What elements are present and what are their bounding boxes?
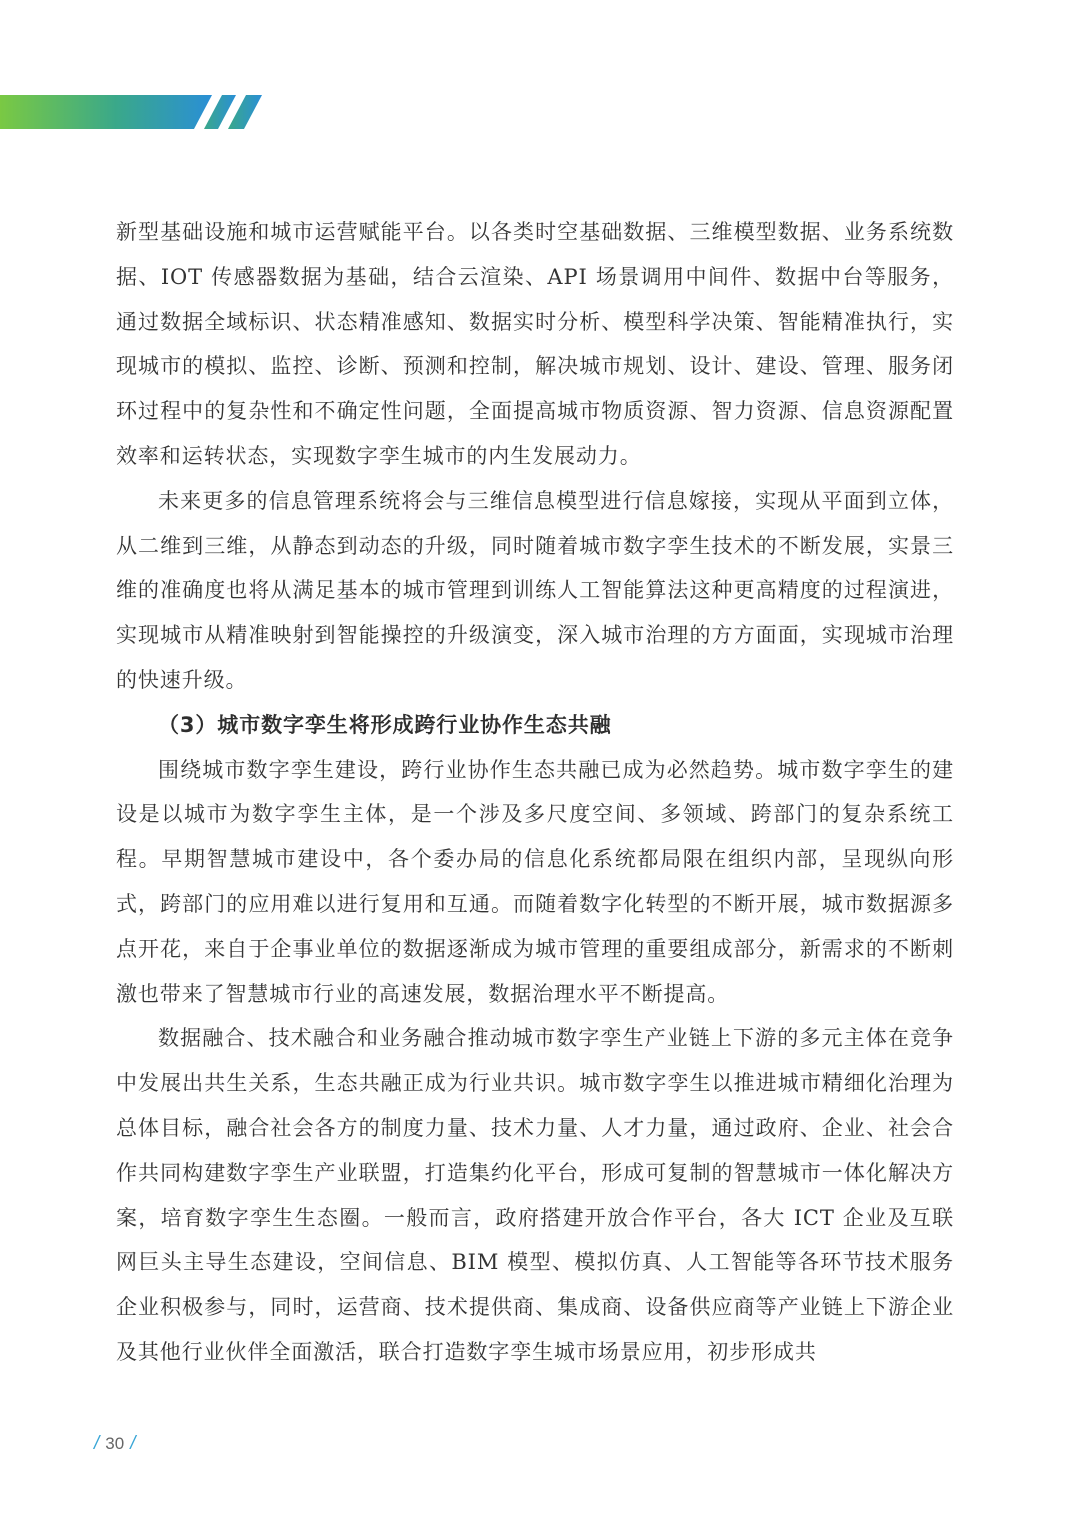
page-number (94, 1432, 135, 1456)
paragraph-integration: 数据融合、技术融合和业务融合推动城市数字孪生产业链上下游的多元主体在竞争中发展出共生关系，生态共融正成为行业共识。城市数字孪生以推进城市精细化治理为总体目标，融合社会各方的制度力量、技术力量、人才力量，通过政府、企业、社会合作共同构建数字孪生产业联盟，打造集约化平台，形成可复制的智慧城市一体化解决方案，培育数字孪生生态圈。一般而言，政府搭建开放合作平台，各大 ICT 企业及互联网巨头主导生态建设，空间信息、BIM 模型、模拟仿真、人工智能等各环节技术服务企业积极参与，同时，运营商、技术提供商、集成商、设备供应商等产业链上下游企业及其他行业伙伴全面激活，联合打造数字孪生城市场景应用，初步形成共 (116, 1026, 954, 1364)
page-number-value: 30 (105, 1434, 125, 1453)
paragraph-future-systems: 未来更多的信息管理系统将会与三维信息模型进行信息嫁接，实现从平面到立体，从二维到三维，从静态到动态的升级，同时随着城市数字孪生技术的不断发展，实景三维的准确度也将从满足基本的城市管理到训练人工智能算法这种更高精度的过程演进，实现城市从精准映射到智能操控的升级演变，深入城市治理的方方面面，实现城市治理的快速升级。 (116, 488, 954, 692)
section-heading: （3）城市数字孪生将形成跨行业协作生态共融 (158, 712, 612, 737)
paragraph-cross-industry: 围绕城市数字孪生建设，跨行业协作生态共融已成为必然趋势。城市数字孪生的建设是以城市为数字孪生主体，是一个涉及多尺度空间、多领域、跨部门的复杂系统工程。早期智慧城市建设中，各个委办局的信息化系统都局限在组织内部，呈现纵向形式，跨部门的应用难以进行复用和互通。而随着数字化转型的不断开展，城市数据源多点开花，来自于企事业单位的数据逐渐成为城市管理的重要组成部分，新需求的不断刺激也带来了智慧城市行业的高速发展，数据治理水平不断提高。 (116, 757, 954, 1006)
paragraph-continuation: 新型基础设施和城市运营赋能平台。以各类时空基础数据、三维模型数据、业务系统数据、IOT 传感器数据为基础，结合云渲染、API 场景调用中间件、数据中台等服务，通过数据全域标识、状态精准感知、数据实时分析、模型科学决策、智能精准执行，实现城市的模拟、监控、诊断、预测和控制，解决城市规划、设计、建设、管理、服务闭环过程中的复杂性和不确定性问题，全面提高城市物质资源、智力资源、信息资源配置效率和运转状态，实现数字孪生城市的内生发展动力。 (116, 220, 954, 468)
page-number-slash-left: / (94, 1433, 100, 1454)
band-bar (0, 95, 212, 129)
header-decoration-band (0, 95, 270, 129)
page-number-slash-right: / (130, 1433, 136, 1454)
page-body (116, 210, 954, 1375)
